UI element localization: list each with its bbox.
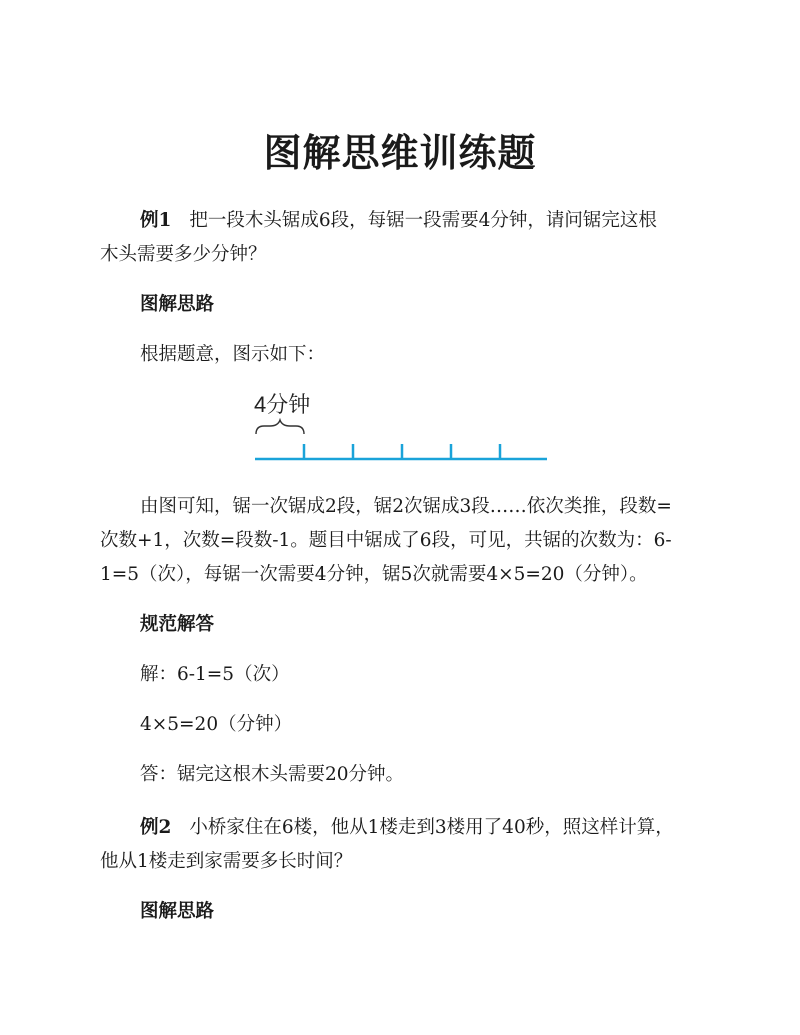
example1-solution-step2: 4×5=20（分钟）	[140, 714, 293, 735]
example2-question-cont	[100, 845, 700, 879]
example1-question-line1: 把一段木头锯成6段，每锯一段需要4分钟，请问锯完这根	[189, 210, 657, 231]
example1-answer: 答：锯完这根木头需要20分钟。	[140, 764, 405, 785]
example1-solution-step1: 解：6-1=5（次）	[140, 664, 290, 685]
example2-label: 例2	[140, 817, 172, 838]
diagram-ticks	[304, 444, 500, 459]
diagram-time-label: 4分钟	[254, 392, 311, 417]
log-segment-diagram	[250, 388, 560, 468]
example2-question-line2: 他从1楼走到家需要多长时间？	[100, 851, 353, 872]
example1-question-line2: 木头需要多少分钟？	[100, 244, 267, 265]
example1-question-cont	[100, 238, 700, 272]
diagram-brace	[256, 420, 304, 434]
page-title: 图解思维训练题	[263, 130, 537, 175]
example1-question	[140, 204, 700, 238]
example1-solution-heading: 规范解答	[140, 614, 215, 635]
example1-label: 例1	[140, 210, 172, 231]
example1-diagram-intro: 根据题意，图示如下：	[140, 344, 326, 365]
example2-analysis-heading: 图解思路	[140, 901, 215, 922]
example1-explanation-line2: 次数+1，次数=段数-1。题目中锯成了6段，可见，共锯的次数为：6-	[100, 530, 672, 551]
diagram-svg	[250, 388, 560, 468]
example1-analysis-heading: 图解思路	[140, 294, 215, 315]
example2-question	[140, 811, 700, 845]
example1-explanation-line1: 由图可知，锯一次锯成2段，锯2次锯成3段……依次类推，段数=	[140, 496, 672, 517]
example1-explanation-line3: 1=5（次），每锯一次需要4分钟，锯5次就需要4×5=20（分钟）。	[100, 564, 648, 585]
example2-question-line1: 小桥家住在6楼，他从1楼走到3楼用了40秒，照这样计算，	[189, 817, 674, 838]
